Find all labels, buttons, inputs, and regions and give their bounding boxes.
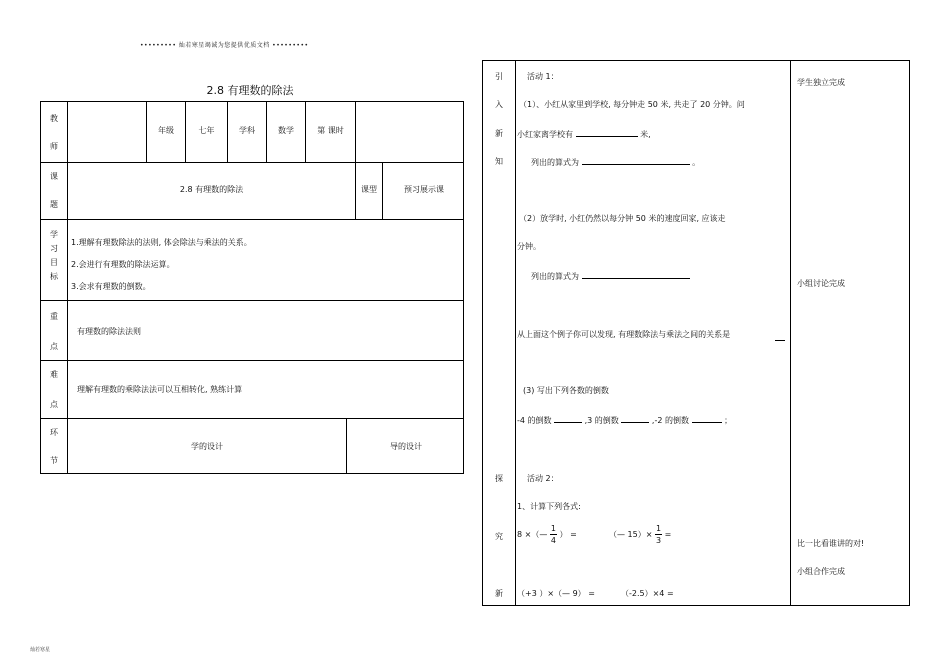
relation-question: 从上面这个例子你可以发现, 有理数除法与乘法之间的关系是 xyxy=(517,330,731,339)
difficulty-label-1: 难 xyxy=(50,370,58,379)
stage-label-1: 环 xyxy=(50,428,58,437)
activity-2-heading: 活动 2： xyxy=(527,474,559,483)
topic-value: 2.8 有理数的除法 xyxy=(179,185,244,194)
note-independent: 学生独立完成 xyxy=(797,78,845,87)
learn-design-header: 学的设计 xyxy=(191,442,223,451)
stage-label-2: 节 xyxy=(50,456,58,465)
activity-table xyxy=(482,60,910,606)
lesson-type-label: 课型 xyxy=(361,185,377,194)
answer-blank[interactable] xyxy=(554,414,582,423)
expression-3: （+3 ）×（— 9） = xyxy=(517,589,595,598)
answer-blank[interactable] xyxy=(576,128,638,137)
topic-label-2: 题 xyxy=(50,200,58,209)
subject-value: 数学 xyxy=(278,126,294,135)
teacher-label-2: 师 xyxy=(50,142,58,151)
question-2-formula-pre: 列出的算式为 xyxy=(531,272,579,281)
question-2-line-1: （2）放学时, 小红仍然以每分钟 50 米的速度回家, 应该走 xyxy=(519,214,726,223)
page-header-banner: ••••••••• 灿若寒星竭诚为您提供优质文档 ••••••••• xyxy=(140,42,309,49)
note-compare: 比一比看谁讲的对! xyxy=(797,539,865,548)
lesson-info-table xyxy=(40,101,464,474)
difficulty-text: 理解有理数的乘除法法可以互相转化, 熟练计算 xyxy=(77,385,243,394)
question-1-formula-pre: 列出的算式为 xyxy=(531,158,579,167)
objectives-label-1: 学 xyxy=(50,230,58,239)
objectives-label-3: 目 xyxy=(50,258,58,267)
key-label-2: 点 xyxy=(50,342,58,351)
question-1-distance-post: 米, xyxy=(640,130,651,139)
note-group-discussion: 小组讨论完成 xyxy=(797,279,845,288)
question-3-title: (3) 写出下列各数的倒数 xyxy=(523,386,609,395)
answer-blank[interactable] xyxy=(621,414,649,423)
question-1-formula xyxy=(531,156,700,168)
question-2-line-2: 分钟。 xyxy=(517,242,541,251)
question-1-distance-pre: 小红家离学校有 xyxy=(517,130,573,139)
answer-blank[interactable] xyxy=(582,156,690,165)
answer-blank[interactable] xyxy=(582,270,690,279)
side-label-intro-3: 新 xyxy=(495,129,503,138)
question-1-line-2 xyxy=(517,128,651,140)
side-label-explore-1: 探 xyxy=(495,474,503,483)
expression-4: （-2.5）×4 = xyxy=(621,589,674,598)
page-footer: 灿若寒星 xyxy=(30,647,51,653)
expression-2-pre: （— 15）× xyxy=(609,530,653,539)
objective-item: 1.理解有理数除法的法则, 体会除法与乘法的关系。 xyxy=(71,238,252,247)
expression-1-post: ） = xyxy=(559,530,577,539)
objective-item: 2.会进行有理数的除法运算。 xyxy=(71,260,175,269)
key-point-text: 有理数的除法法则 xyxy=(77,327,141,336)
key-label-1: 重 xyxy=(50,312,58,321)
grade-value: 七年 xyxy=(198,126,215,135)
objectives-label-4: 标 xyxy=(50,272,58,281)
subject-label: 学科 xyxy=(239,126,255,135)
fraction xyxy=(550,523,557,546)
expression-2 xyxy=(609,523,671,546)
note-group-cooperation: 小组合作完成 xyxy=(797,567,845,576)
topic-label-1: 课 xyxy=(50,172,58,181)
side-label-intro-2: 入 xyxy=(495,100,503,109)
teacher-label-1: 教 xyxy=(50,114,58,123)
question-1-formula-post: 。 xyxy=(692,158,701,167)
guide-design-header: 导的设计 xyxy=(390,442,422,451)
question-3-reciprocals xyxy=(517,414,732,426)
fraction xyxy=(655,523,662,546)
objectives-label-2: 习 xyxy=(50,244,58,253)
answer-blank[interactable] xyxy=(775,340,785,341)
objective-item: 3.会求有理数的倒数。 xyxy=(71,282,151,291)
expression-2-post: = xyxy=(664,530,672,539)
side-label-explore-3: 新 xyxy=(495,589,503,598)
fraction-numerator: 1 xyxy=(655,524,662,533)
difficulty-label-2: 点 xyxy=(50,400,58,409)
fraction-numerator: 1 xyxy=(550,524,556,533)
side-label-intro-1: 引 xyxy=(495,72,503,81)
fraction-denominator: 3 xyxy=(655,536,662,545)
reciprocal-c-label: ,-2 的倒数 xyxy=(651,416,689,425)
grade-label: 年级 xyxy=(158,126,174,135)
reciprocal-b-label: ,3 的倒数 xyxy=(584,416,619,425)
activity-1-heading: 活动 1： xyxy=(527,72,559,81)
calc-title: 1、计算下列各式: xyxy=(517,502,581,511)
reciprocal-a-label: -4 的倒数 xyxy=(517,416,552,425)
fraction-denominator: 4 xyxy=(550,536,556,545)
period-label: 第 课时 xyxy=(317,126,344,135)
side-label-intro-4: 知 xyxy=(495,157,503,166)
lesson-type-value: 预习展示课 xyxy=(404,185,444,194)
question-1-line-1: （1）、小红从家里到学校, 每分钟走 50 米, 共走了 20 分钟。问 xyxy=(519,100,745,109)
page-title: 2.8 有理数的除法 xyxy=(206,84,294,97)
question-2-formula xyxy=(531,270,690,282)
side-label-explore-2: 究 xyxy=(495,532,503,541)
expression-1 xyxy=(517,523,577,546)
answer-blank[interactable] xyxy=(692,414,722,423)
reciprocal-end: ； xyxy=(724,416,733,425)
expression-1-pre: 8 ×（— xyxy=(517,530,548,539)
